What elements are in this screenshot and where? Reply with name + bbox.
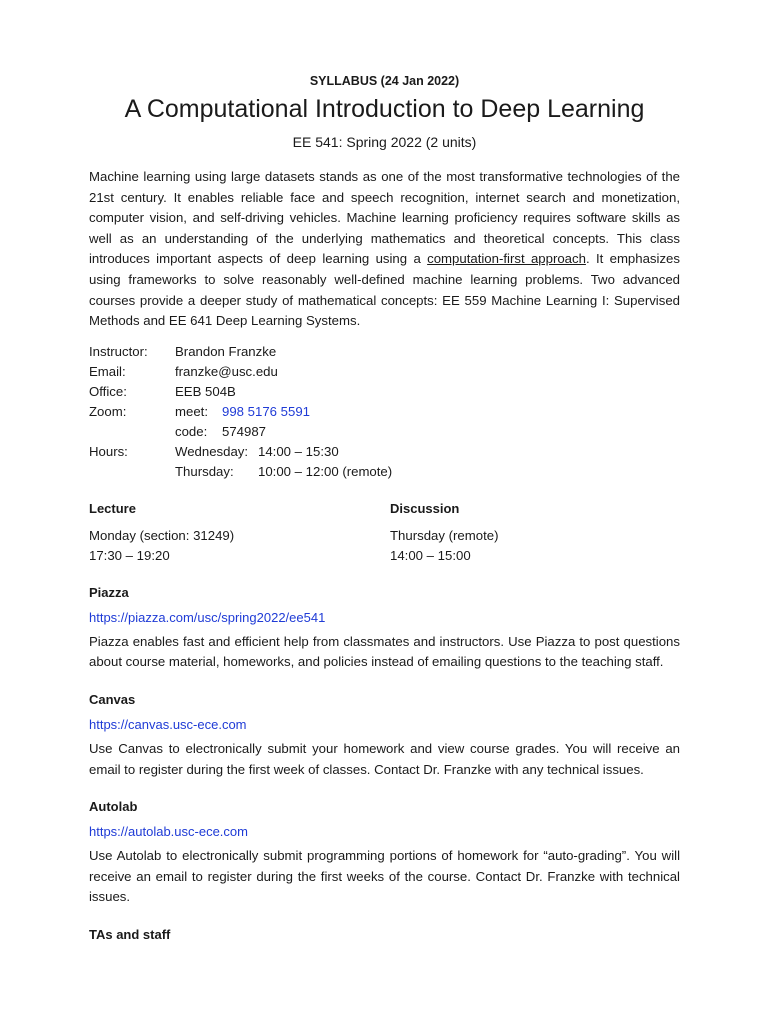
lecture-heading: Lecture	[89, 500, 136, 516]
discussion-line1: Thursday (remote)	[390, 527, 499, 543]
piazza-link[interactable]: https://piazza.com/usc/spring2022/ee541	[89, 609, 326, 625]
discussion-column	[390, 500, 680, 566]
zoom-label: Zoom:	[89, 403, 127, 419]
hours-label: Hours:	[89, 443, 128, 459]
autolab-section	[89, 798, 680, 908]
syllabus-page	[89, 72, 680, 944]
canvas-text: Use Canvas to electronically submit your homework and view course grades. You will receive an email to register during the first week of classes. Contact Dr. Franzke with any technical issues.	[89, 740, 680, 777]
office-value: EEB 504B	[175, 383, 236, 399]
autolab-heading: Autolab	[89, 799, 138, 815]
email-row	[89, 362, 392, 382]
email-label: Email:	[89, 363, 126, 379]
hours-day2: Thursday:	[175, 463, 234, 479]
zoom-meet-link[interactable]: 998 5176 5591	[222, 403, 311, 419]
course-subtitle: EE 541: Spring 2022 (2 units)	[292, 134, 477, 150]
autolab-link[interactable]: https://autolab.usc-ece.com	[89, 824, 248, 840]
zoom-row	[89, 402, 392, 442]
email-value: franzke@usc.edu	[175, 363, 278, 379]
canvas-section	[89, 691, 680, 780]
intro-paragraph	[89, 167, 680, 332]
zoom-code-label: code:	[175, 423, 208, 439]
office-label: Office:	[89, 383, 127, 399]
tas-section	[89, 926, 680, 944]
hours-time2: 10:00 – 12:00 (remote)	[258, 463, 393, 479]
intro-text-part2: . It emphasizes using frameworks to solve reasonably well-defined machine learning problems. Two advanced courses provide a deeper study of mathematical concepts: EE 559 Machine Learning I: Supervised Methods and EE 641 Deep Learning Systems.	[89, 251, 680, 329]
canvas-link[interactable]: https://canvas.usc-ece.com	[89, 716, 247, 732]
tas-heading: TAs and staff	[89, 926, 171, 942]
piazza-heading: Piazza	[89, 584, 129, 600]
piazza-text: Piazza enables fast and efficient help from classmates and instructors. Use Piazza to post questions about course material, homeworks, and policies instead of emailing questions to the teaching staff.	[89, 633, 680, 670]
intro-text-part1: Machine learning using large datasets stands as one of the most transformative technologies of the 21st century. It enables reliable face and speech recognition, internet search and monetization, computer vision, and self-driving vehicles. Machine learning proficiency requires software skills as well as an understanding of the underlying mathematics and theoretical concepts. This class introduces important aspects of deep learning using a	[89, 169, 680, 267]
discussion-line2: 14:00 – 15:00	[390, 547, 471, 563]
lecture-line1: Monday (section: 31249)	[89, 527, 235, 543]
instructor-row	[89, 342, 392, 362]
hours-time1: 14:00 – 15:30	[258, 443, 339, 459]
autolab-text: Use Autolab to electronically submit programming portions of homework for “auto-grading”. You will receive an email to register during the first weeks of the course. Contact Dr. Franzke with technical issues.	[89, 848, 680, 905]
intro-emphasis: computation-first approach	[427, 251, 586, 267]
hours-day1: Wednesday:	[175, 443, 249, 459]
piazza-section	[89, 584, 680, 673]
course-title: A Computational Introduction to Deep Learning	[124, 95, 645, 123]
canvas-heading: Canvas	[89, 691, 136, 707]
office-row	[89, 382, 392, 402]
zoom-meet-label: meet:	[175, 403, 208, 419]
zoom-code-value: 574987	[222, 423, 267, 439]
lecture-column	[89, 500, 390, 566]
discussion-heading: Discussion	[390, 500, 460, 516]
course-info-table	[89, 342, 392, 482]
instructor-label: Instructor:	[89, 343, 148, 359]
lecture-line2: 17:30 – 19:20	[89, 547, 170, 563]
hours-row	[89, 442, 392, 482]
instructor-value: Brandon Franzke	[175, 343, 277, 359]
schedule-columns	[89, 500, 680, 566]
syllabus-kicker: SYLLABUS (24 Jan 2022)	[309, 74, 460, 88]
